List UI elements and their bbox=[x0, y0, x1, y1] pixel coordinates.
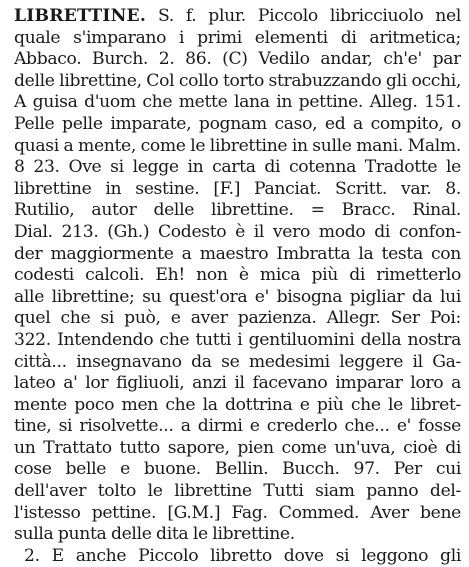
next-sense-line: 2. E anche Piccolo libretto dove si leggono gli bbox=[24, 545, 461, 566]
entry-line-19: mente poco men che la dottrina e più che le libret- bbox=[14, 394, 461, 415]
entry-line-10: Rutilio, autor delle librettine. = Bracc. Rinal. bbox=[14, 200, 461, 221]
entry-line-21: un Trattato tutto sapore, pien come un'uva, cioè di bbox=[14, 437, 461, 458]
entry-line-17: città... insegnavano da se medesimi leggere il Ga- bbox=[14, 351, 461, 372]
entry-line-22: cose belle e buone. Bellin. Bucch. 97. Per cui bbox=[14, 459, 461, 480]
entry-line-13: codesti calcoli. Eh! non è mica più di rimetterlo bbox=[14, 265, 461, 286]
entry-line-7: quasi a mente, come le librettine in sulle mani. Malm. bbox=[14, 135, 461, 156]
entry-line-16: 322. Intendendo che tutti i gentiluomini della nostra bbox=[14, 329, 461, 350]
entry-line-12: der maggiormente a maestro Imbratta la testa con bbox=[14, 243, 461, 264]
entry-line-20: tine, si risolvette... a dirmi e crederlo che... e' fosse bbox=[14, 416, 461, 437]
entry-line-1-text: S. f. plur. Piccolo libricciuolo nel bbox=[146, 6, 461, 26]
entry-line-3: Abbaco. Burch. 2. 86. (C) Vedilo andar, ch'e' par bbox=[14, 49, 461, 70]
entry-line-11: Dial. 213. (Gh.) Codesto è il vero modo di confon- bbox=[14, 221, 461, 242]
entry-line-8: 8 23. Ove si legge in carta di cotenna Tradotte le bbox=[14, 157, 461, 178]
entry-line-18: lateo a' lor figliuoli, anzi il facevano imparar loro a bbox=[14, 373, 461, 394]
entry-line-4: delle librettine, Col collo torto strabuzzando gli occhi, bbox=[14, 70, 461, 91]
headword: LIBRETTINE. bbox=[14, 6, 147, 26]
entry-line-14: alle librettine; su quest'ora e' bisogna pigliar da lui bbox=[14, 286, 461, 307]
entry-line-24: l'istesso pettine. [G.M.] Fag. Commed. Aver bene bbox=[14, 502, 461, 523]
entry-line-6: Pelle pelle imparate, pognam caso, ed a compito, o bbox=[14, 113, 461, 134]
entry-line-2: quale s'imparano i primi elementi di aritmetica; bbox=[14, 27, 461, 48]
entry-line-9: librettine in sestine. [F.] Panciat. Scritt. var. 8. bbox=[14, 178, 461, 199]
entry-line-25: sulla punta delle dita le librettine. bbox=[14, 524, 295, 545]
entry-line-5: A guisa d'uom che mette lana in pettine. Alleg. 151. bbox=[14, 92, 461, 113]
entry-line-1 bbox=[14, 6, 461, 28]
entry-line-15: quel che si può, e aver pazienza. Allegr. Ser Poi: bbox=[14, 308, 461, 329]
entry-line-23: dell'aver tolto le librettine Tutti siam panno del- bbox=[14, 481, 461, 502]
